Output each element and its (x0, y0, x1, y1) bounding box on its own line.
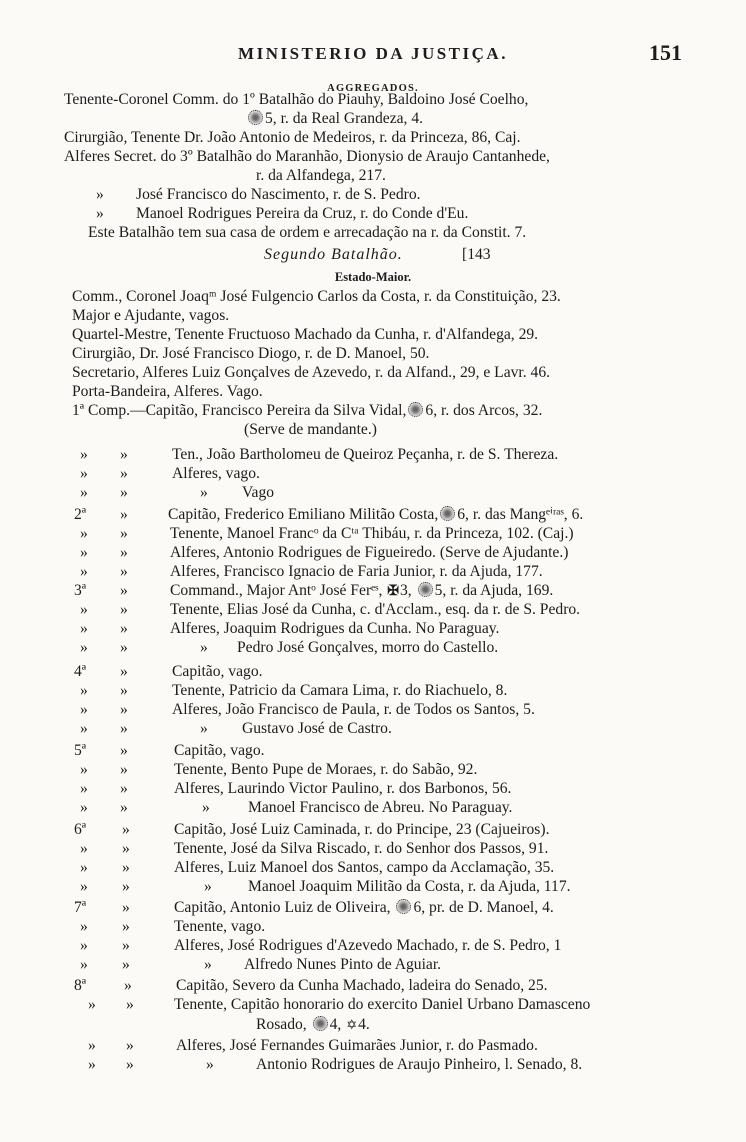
text-line: » » Alferes, Joaquim Rodrigues da Cunha. No Paraguay. (80, 620, 500, 637)
text-line: » Manoel Rodrigues Pereira da Cruz, r. do Conde d'Eu. (96, 205, 469, 222)
text-line: Secretario, Alferes Luiz Gonçalves de Azevedo, r. da Alfand., 29, e Lavr. 46. (72, 364, 551, 381)
text-line: » » » Antonio Rodrigues de Araujo Pinheiro, l. Senado, 8. (88, 1056, 583, 1073)
text-line: (Serve de mandante.) (244, 421, 377, 438)
text-line: » » » Manoel Joaquim Militão da Costa, r. da Ajuda, 117. (80, 878, 571, 895)
order-emblem-icon (313, 1016, 328, 1031)
text-line: » » Tenente, Patricio da Camara Lima, r. do Riachuelo, 8. (80, 682, 508, 699)
text-line: 6ª » Capitão, José Luiz Caminada, r. do Principe, 23 (Cajueiros). (74, 821, 550, 838)
text-line: Major e Ajudante, vagos. (72, 307, 230, 324)
text-line: 3ª » Command., Major Antᵒ José Ferᵉˢ, ✠3, 5, r. da Ajuda, 169. (74, 582, 554, 599)
text-line: » » Alferes, Laurindo Victor Paulino, r. dos Barbonos, 56. (80, 780, 512, 797)
text-line: » » Tenente, Capitão honorario do exercito Daniel Urbano Damasceno (88, 996, 591, 1013)
text-line: » » Tenente, vago. (80, 918, 266, 935)
text-line: 5, r. da Real Grandeza, 4. (0, 110, 746, 128)
text-line: 7ª » Capitão, Antonio Luiz de Oliveira, 6, pr. de D. Manoel, 4. (74, 899, 554, 916)
text-line: » » Tenente, José da Silva Riscado, r. do Senhor dos Passos, 91. (80, 840, 549, 857)
page-header (0, 40, 746, 70)
text-line: 4ª » Capitão, vago. (74, 663, 263, 680)
order-emblem-icon (440, 506, 455, 521)
order-emblem-icon (248, 110, 263, 125)
text-line: » » » Vago (80, 484, 275, 501)
text-line: 8ª » Capitão, Severo da Cunha Machado, ladeira do Senado, 25. (74, 977, 548, 994)
text-line: » » Tenente, Manoel Francᵒ da Cᵗᵃ Thibáu, r. da Princeza, 102. (Caj.) (80, 525, 574, 542)
text-line: r. da Alfandega, 217. (256, 167, 386, 184)
text-line: » » » Alfredo Nunes Pinto de Aguiar. (80, 956, 442, 973)
text-line: » » » Manoel Francisco de Abreu. No Paraguay. (80, 799, 513, 816)
cross-of-order-icon: ✠ (387, 584, 399, 599)
text-line: » » Alferes, Francisco Ignacio de Faria Junior, r. da Ajuda, 177. (80, 563, 543, 580)
text-line: » » Alferes, Antonio Rodrigues de Figueiredo. (Serve de Ajudante.) (80, 544, 569, 561)
text-line: » José Francisco do Nascimento, r. de S. Pedro. (96, 186, 421, 203)
text-line: Quartel-Mestre, Tenente Fructuoso Machado da Cunha, r. d'Alfandega, 29. (72, 326, 539, 343)
text-line: » » Alferes, João Francisco de Paula, r. de Todos os Santos, 5. (80, 701, 535, 718)
page-number: 151 (649, 40, 682, 65)
order-emblem-icon (408, 402, 423, 417)
text-line: » » Ten., João Bartholomeu de Queiroz Peçanha, r. de S. Thereza. (80, 446, 559, 463)
text-line: » » » Pedro José Gonçalves, morro do Castello. (80, 639, 499, 656)
text-line: » » » Gustavo José de Castro. (80, 720, 392, 737)
text-line: 5ª » Capitão, vago. (74, 742, 265, 759)
star-of-order-icon: ✡ (346, 1017, 358, 1032)
page-title: MINISTERIO DA JUSTIÇA. (238, 44, 508, 63)
text-line: Cirurgião, Dr. José Francisco Diogo, r. de D. Manoel, 50. (72, 345, 430, 362)
text-line: 2ª » Capitão, Frederico Emiliano Militão Costa, 6, r. das Mangᵉⁱʳᵃˢ, 6. (74, 506, 584, 523)
order-emblem-icon (418, 582, 433, 597)
text-line: Rosado, 4, ✡4. (256, 1016, 370, 1033)
text-line: » » Alferes, Luiz Manoel dos Santos, campo da Acclamação, 35. (80, 859, 555, 876)
section-heading-segundo-batalhao: Segundo Batalhão. [143 (264, 246, 491, 263)
text-line: Porta-Bandeira, Alferes. Vago. (72, 383, 263, 400)
section-heading-aggregados: AGGREGADOS. (327, 83, 419, 94)
text-line: » » Alferes, José Fernandes Guimarães Junior, r. do Pasmado. (88, 1037, 538, 1054)
text-line: » » Alferes, vago. (80, 465, 260, 482)
text-line: Tenente-Coronel Comm. do 1º Batalhão do Piauhy, Baldoino José Coelho, (64, 91, 529, 108)
text-line: » » Tenente, Bento Pupe de Moraes, r. do Sabão, 92. (80, 761, 478, 778)
text-line: » » Alferes, José Rodrigues d'Azevedo Machado, r. de S. Pedro, 1 (80, 937, 562, 954)
text-line: Alferes Secret. do 3º Batalhão do Maranhão, Dionysio de Araujo Cantanhede, (64, 148, 550, 165)
text-line: Cirurgião, Tenente Dr. João Antonio de Medeiros, r. da Princeza, 86, Caj. (64, 129, 521, 146)
order-emblem-icon (396, 899, 411, 914)
text-line: Este Batalhão tem sua casa de ordem e arrecadação na r. da Constit. 7. (88, 224, 527, 241)
text-line: Comm., Coronel Joaqᵐ José Fulgencio Carlos da Costa, r. da Constituição, 23. (72, 288, 561, 305)
text-line: » » Tenente, Elias José da Cunha, c. d'Acclam., esq. da r. de S. Pedro. (80, 601, 581, 618)
text-line: 1ª Comp.—Capitão, Francisco Pereira da Silva Vidal, 6, r. dos Arcos, 32. (72, 402, 543, 419)
section-heading-estado-maior: Estado-Maior. (334, 270, 412, 284)
